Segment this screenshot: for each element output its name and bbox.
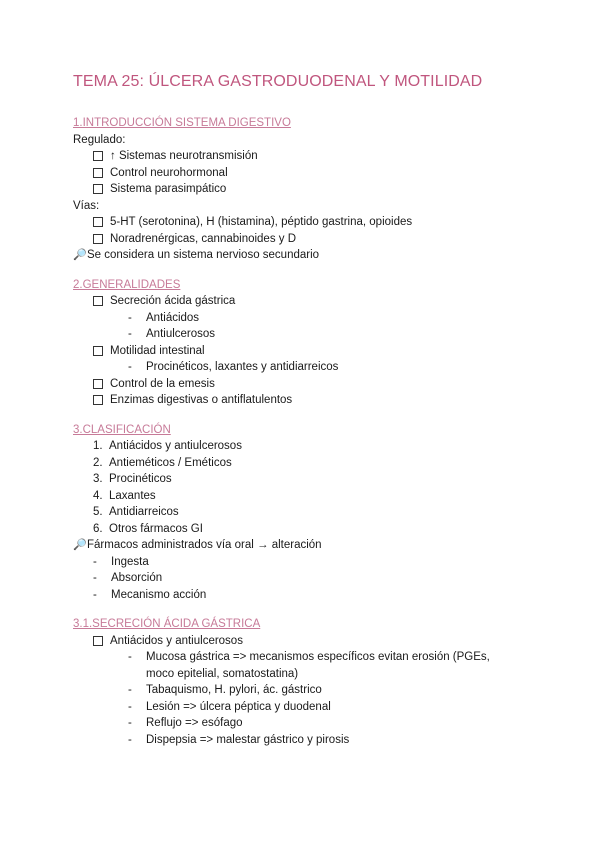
regulado-label: Regulado:: [73, 133, 126, 146]
numbered-item: 6. Otros fármacos GI: [93, 522, 203, 535]
list-item: Antiácidos y antiulcerosos: [73, 633, 553, 650]
list-item: Secreción ácida gástrica: [73, 293, 553, 310]
section-secrecion: [73, 616, 553, 748]
checkbox-icon: [93, 184, 103, 194]
note: 🔎Se considera un sistema nervioso secundario: [73, 247, 553, 264]
list-item: Sistema parasimpático: [73, 181, 553, 198]
checkbox-icon: [93, 217, 103, 227]
section-heading: 3.1.SECRECIÓN ÁCIDA GÁSTRICA: [73, 618, 261, 630]
section-generalidades: [73, 277, 553, 409]
sub-item: - Antiulcerosos: [128, 328, 216, 340]
section-clasificacion: [73, 422, 553, 604]
sub-item: - Mucosa gástrica => mecanismos específicos evitan erosión (PGEs, moco epitelial, somatostatina): [128, 651, 490, 680]
checkbox-icon: [93, 234, 103, 244]
list-item: Noradrenérgicas, cannabinoides y D: [73, 231, 553, 248]
sub-item: - Procinéticos, laxantes y antidiarreicos: [128, 361, 339, 373]
numbered-item: 4. Laxantes: [93, 489, 156, 502]
numbered-item: 1. Antiácidos y antiulcerosos: [93, 440, 242, 452]
list-item: Control de la emesis: [73, 376, 553, 393]
numbered-item: 5. Antidiarreicos: [93, 506, 179, 518]
numbered-item: 3. Procinéticos: [93, 473, 172, 485]
section-heading: 2.GENERALIDADES: [73, 278, 181, 291]
section-heading: 3.CLASIFICACIÓN: [73, 423, 171, 436]
checkbox-icon: [93, 379, 103, 389]
checkbox-icon: [93, 636, 103, 646]
checkbox-icon: [93, 395, 103, 405]
sub-item: - Antiácidos: [128, 311, 200, 324]
magnifier-icon: 🔎: [73, 249, 87, 261]
list-item: ↑ Sistemas neurotransmisión: [73, 148, 553, 165]
magnifier-icon: 🔎: [73, 539, 87, 551]
list-item: Motilidad intestinal: [73, 343, 553, 360]
sub-item: - Absorción: [93, 572, 163, 584]
sub-item: - Tabaquismo, H. pylori, ác. gástrico: [128, 684, 322, 696]
numbered-item: 2. Antieméticos / Eméticos: [93, 456, 232, 469]
checkbox-icon: [93, 296, 103, 306]
page-title: TEMA 25: ÚLCERA GASTRODUODENAL Y MOTILIDAD: [73, 73, 483, 90]
checkbox-icon: [93, 151, 103, 161]
list-item: Enzimas digestivas o antiflatulentos: [73, 392, 553, 409]
list-item: 5-HT (serotonina), H (histamina), péptido gastrina, opioides: [73, 214, 553, 231]
checkbox-icon: [93, 168, 103, 178]
sub-item: - Ingesta: [93, 555, 149, 568]
checkbox-icon: [93, 346, 103, 356]
section-heading: 1.INTRODUCCIÓN SISTEMA DIGESTIVO: [73, 117, 291, 129]
vias-label: Vías:: [73, 199, 100, 212]
document-page: [73, 72, 553, 761]
sub-item: - Dispepsia => malestar gástrico y pirosis: [128, 733, 350, 746]
sub-item: - Lesión => úlcera péptica y duodenal: [128, 700, 331, 713]
section-intro: [73, 115, 553, 264]
sub-item: - Mecanismo acción: [93, 588, 207, 601]
list-item: Control neurohormonal: [73, 165, 553, 182]
note: 🔎Fármacos administrados vía oral → alteración: [73, 537, 553, 554]
sub-item: - Reflujo => esófago: [128, 717, 243, 729]
